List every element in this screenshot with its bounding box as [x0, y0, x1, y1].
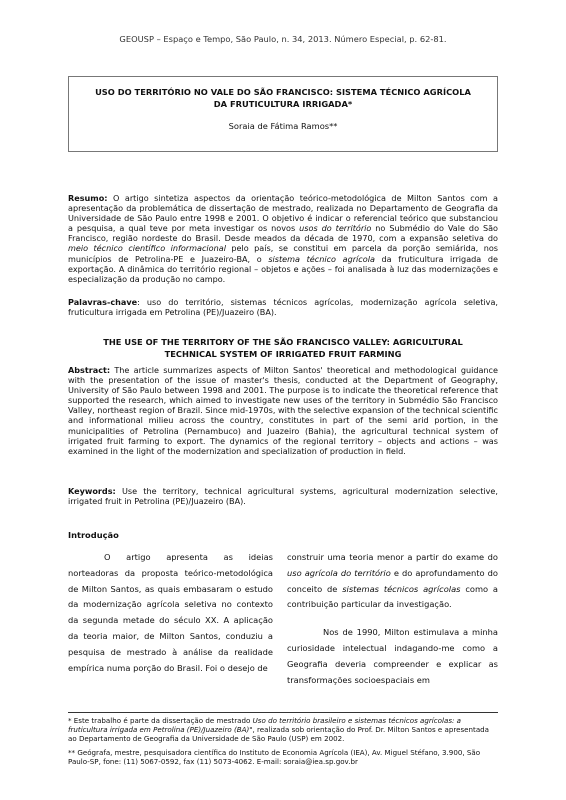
keywords-paragraph	[68, 486, 498, 506]
palavras-chave-text: : uso do território, sistemas técnicos agrícolas, modernização agrícola seletiva, fruticultura irrigada em Petrolina (PE)/Juazeiro (BA).	[68, 297, 498, 318]
resumo-text: pelo país, se constitui em parcela da porção semiárida, nos municípios de Petrolina-PE e Juazeiro-BA, o	[68, 243, 498, 264]
intro-text: construir uma teoria menor a partir do exame do	[287, 552, 498, 562]
resumo-text: no Submédio do Vale do São Francisco, região nordeste do Brasil. Desde meados da década de 1970, com a expansão seletiva do	[68, 223, 499, 244]
palavras-chave-paragraph	[68, 297, 498, 317]
article-title-line1: USO DO TERRITÓRIO NO VALE DO SÃO FRANCISCO: SISTEMA TÉCNICO AGRÍCOLA	[95, 87, 471, 97]
footnote-1	[68, 716, 498, 743]
footnote-divider	[68, 712, 498, 713]
resumo-paragraph	[68, 193, 498, 284]
resumo-label: Resumo:	[68, 193, 108, 203]
footnote-text: * Este trabalho é parte da dissertação de mestrado	[68, 716, 253, 725]
english-title-line1: THE USE OF THE TERRITORY OF THE SÃO FRANCISCO VALLEY: AGRICULTURAL	[103, 337, 463, 347]
resumo-text: da fruticultura irrigada de exportação. A dinâmica do território regional – objetos e ações – foi analisada à luz das modernizações e especialização da produção no campo.	[68, 253, 498, 284]
palavras-chave-label: Palavras-chave	[68, 297, 138, 307]
footnote-text: , realizada sob orientação do Prof. Dr. Milton Santos e apresentada ao Departamento de Geografia da Universidade de São Paulo (USP) em 2002.	[68, 725, 490, 744]
resumo-text: O artigo sintetiza aspectos da orientação teórico-metodológica de Milton Santos com a apresentação da problemática de dissertação de mestrado, realizada no Departamento de Geografia da Universidade de São Paulo entre 1998 e 2001. O objetivo é indicar o referencial teórico que substanciou a pesquisa, a qual teve por meta investigar os novos	[68, 193, 498, 234]
abstract-label: Abstract:	[68, 365, 111, 375]
title-box	[68, 76, 498, 152]
intro-right-column	[287, 550, 498, 688]
intro-italic: sistemas técnicos agrícolas	[342, 583, 461, 594]
keywords-label: Keywords:	[68, 486, 116, 496]
resumo-italic: usos do território	[299, 223, 372, 234]
intro-text: como a contribuição particular da investigação.	[287, 583, 499, 610]
abstract-paragraph	[68, 365, 498, 456]
english-title-line2: TECHNICAL SYSTEM OF IRRIGATED FRUIT FARMING	[164, 348, 402, 359]
intro-left-paragraph: O artigo apresenta as ideias norteadoras da proposta teórico-metodológica de Milton Santos, as quais embasaram o estudo da modernização agrícola seletiva no contexto da segunda metade do século XX. A aplicação da teoria maior, de Milton Santos, conduziu a pesquisa de mestrado à análise da realidade empírica numa porção do Brasil. Foi o desejo de	[68, 552, 273, 673]
intro-left-column	[68, 550, 273, 676]
intro-right-paragraph-1	[287, 550, 498, 613]
article-title	[69, 87, 497, 110]
footnote-2: ** Geógrafa, mestre, pesquisadora científica do Instituto de Economia Agrícola (IEA), Av. Miguel Stéfano, 3.900, São Paulo-SP, fone: (11) 5067-0592, fax (11) 5073-4062. E-mail: soraia@iea.sp.gov.br	[68, 748, 481, 767]
intro-right-paragraph-2: Nos de 1990, Milton estimulava a minha curiosidade intelectual indagando-me como a Geografia deveria compreender e explicar as transformações socioespaciais em	[287, 627, 498, 685]
resumo-italic: sistema técnico agrícola	[268, 253, 375, 264]
resumo-italic: meio técnico científico informacional	[68, 243, 226, 254]
article-title-line2: DA FRUTICULTURA IRRIGADA*	[213, 98, 353, 109]
running-head: GEOUSP – Espaço e Tempo, São Paulo, n. 34, 2013. Número Especial, p. 62-81.	[119, 34, 447, 44]
english-title	[68, 337, 498, 360]
intro-italic: uso agrícola do território	[287, 567, 391, 578]
abstract-text: The article summarizes aspects of Milton Santos' theoretical and methodological guidance with the presentation of the issue of master's thesis, conducted at the Department of Geography, University of São Paulo between 1998 and 2001. The purpose is to indicate the theoretical reference that supported the research, which aimed to investigate new uses of the territory in Submédio São Francisco Valley, northeast region of Brazil. Since mid-1970s, with the selective expansion of the technical scientific and informational milieu across the country, constitutes in part of the semi arid portion, in the municipalities of Petrolina (Pernambuco) and Juazeiro (Bahia), the agricultural technical system of irrigated fruit farming to export. The dynamics of the regional territory – objects and actions – was examined in the light of the modernization and specialization of production in field.	[68, 365, 498, 456]
footnote-italic: Uso do território brasileiro e sistemas técnicos agrícolas: a fruticultura irrigada em Petrolina (PE)/Juazeiro (BA)"	[68, 716, 462, 735]
author-name: Soraia de Fátima Ramos**	[228, 121, 338, 131]
intro-text: e do aprofundamento do conceito de	[287, 567, 498, 594]
keywords-text: Use the territory, technical agricultural systems, agricultural modernization selective, irrigated fruit in Petrolina (PE)/Juazeiro (BA).	[68, 486, 498, 507]
section-heading: Introdução	[68, 530, 119, 540]
